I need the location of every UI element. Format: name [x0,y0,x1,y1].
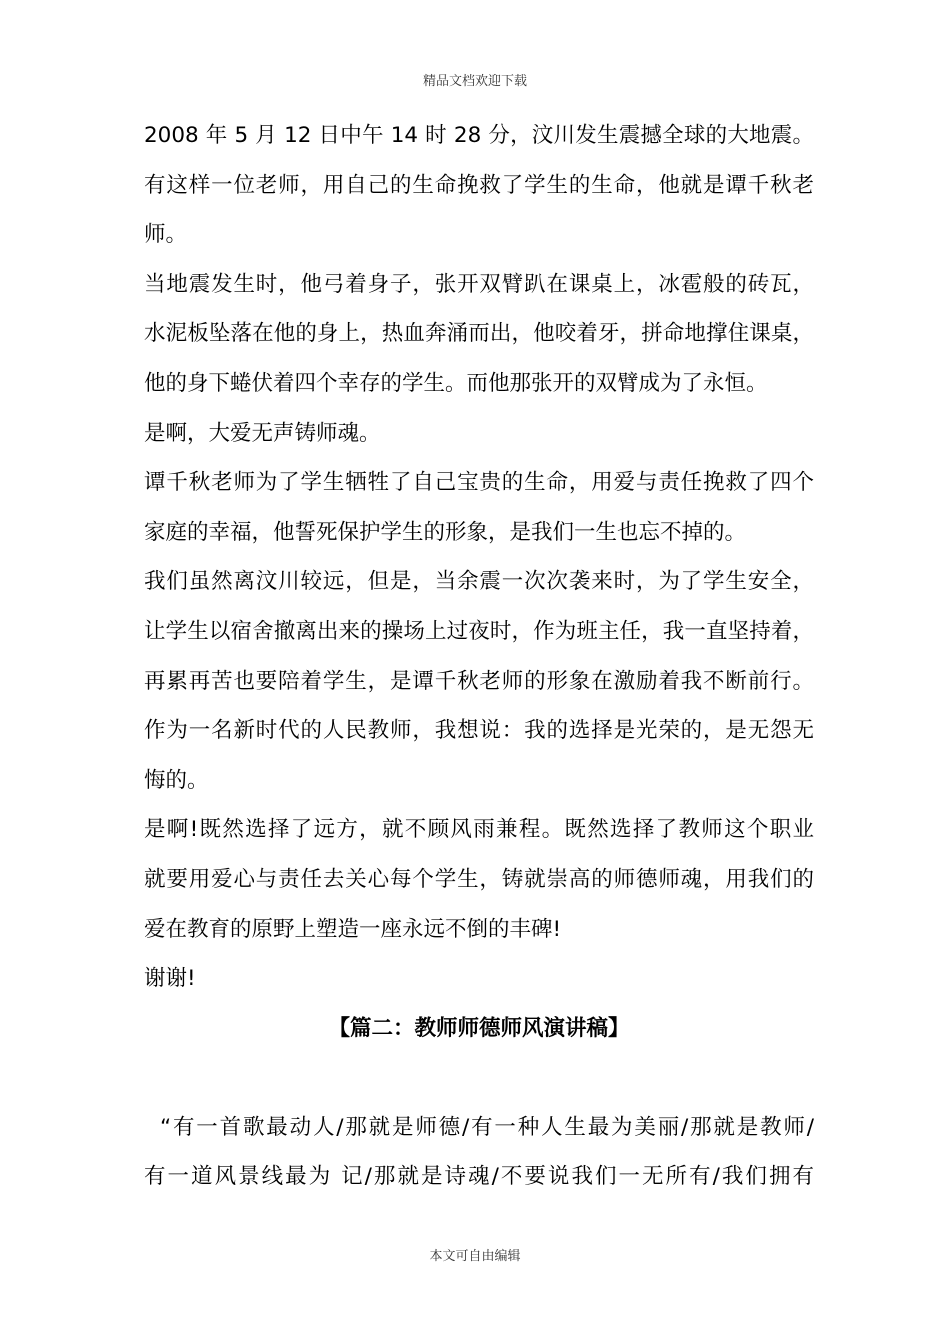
document-body [144,111,814,1202]
text-line: 是啊，大爱无声铸师魂。 [144,420,381,446]
text-line: 有一道风景线最为 记/那就是诗魂/不要说我们一无所有/我们拥有 [144,1164,814,1190]
text-line: 爱在教育的原野上塑造一座永远不倒的丰碑! [144,916,562,942]
text-line: 水泥板坠落在他的身上，热血奔涌而出，他咬着牙，拼命地撑住课桌， [144,321,814,347]
text-line: 谢谢! [144,966,196,992]
text-line: 我们虽然离汶川较远，但是，当余震一次次袭来时，为了学生安全， [144,569,814,595]
text-line: 师。 [144,222,188,248]
blank-line [144,1053,814,1103]
text-line: 作为一名新时代的人民教师，我想说：我的选择是光荣的，是无怨无 [144,718,814,744]
text-line: 就要用爱心与责任去关心每个学生，铸就崇高的师德师魂，用我们的 [144,866,814,892]
text-line: 2008 年 5 月 12 日中午 14 时 28 分，汶川发生震撼全球的大地震。 [144,123,814,148]
text-line: 有这样一位老师，用自己的生命挽救了学生的生命，他就是谭千秋老 [144,172,814,198]
text-line: 是啊!既然选择了远方，就不顾风雨兼程。既然选择了教师这个职业 [144,817,814,843]
text-line: 让学生以宿舍撤离出来的操场上过夜时，作为班主任，我一直坚持着， [144,618,814,644]
text-line: 他的身下蜷伏着四个幸存的学生。而他那张开的双臂成为了永恒。 [144,370,768,396]
text-line: 再累再苦也要陪着学生，是谭千秋老师的形象在激励着我不断前行。 [144,668,814,694]
page-footer: 本文可自由编辑 [429,1249,521,1264]
section-heading: 【篇二：教师师德师风演讲稿】 [328,1015,630,1041]
text-line: 家庭的幸福，他誓死保护学生的形象，是我们一生也忘不掉的。 [144,519,747,545]
page-header: 精品文档欢迎下载 [422,74,527,89]
text-line: “有一首歌最动人/那就是师德/有一种人生最为美丽/那就是教师/ [160,1114,814,1140]
text-line: 悔的。 [144,767,209,793]
text-line: 当地震发生时，他弓着身子，张开双臂趴在课桌上，冰雹般的砖瓦， [144,271,814,297]
text-line: 谭千秋老师为了学生牺牲了自己宝贵的生命，用爱与责任挽救了四个 [144,470,814,496]
